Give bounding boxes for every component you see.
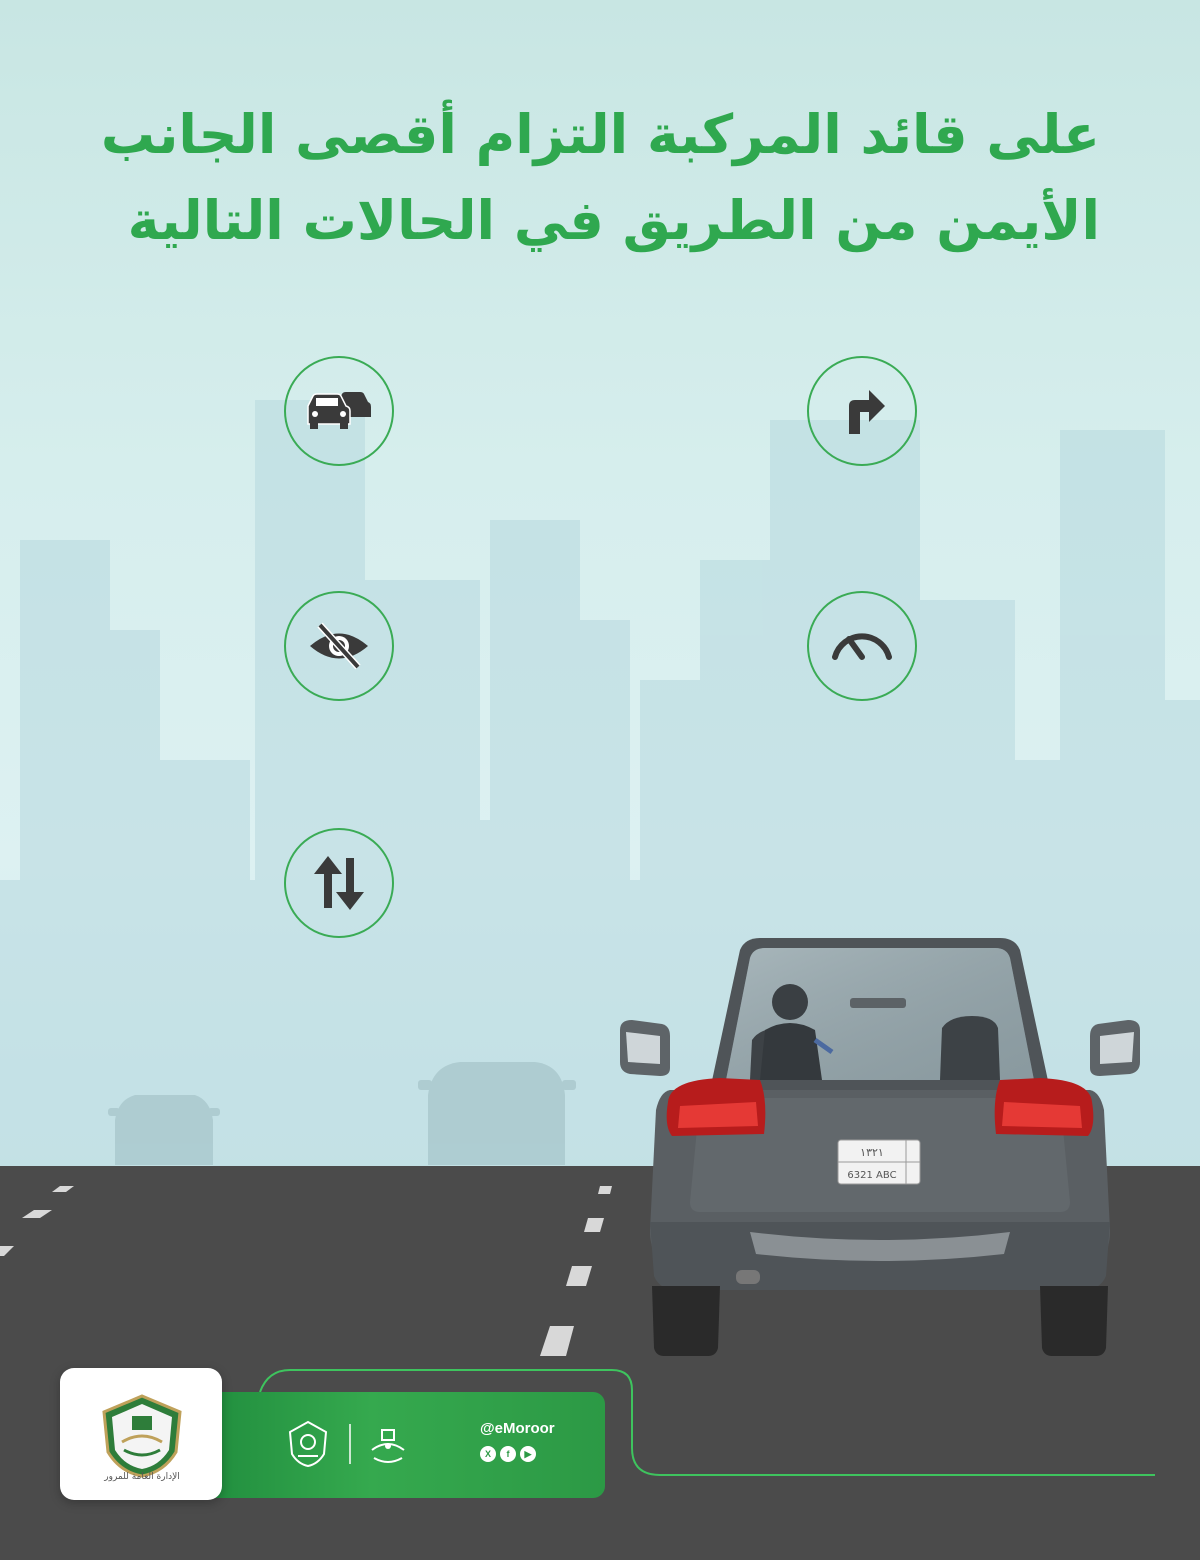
speedometer-icon [807, 591, 917, 701]
facebook-icon[interactable]: f [500, 1446, 516, 1462]
social-icons [480, 1446, 536, 1462]
ministry-emblem-icon [372, 1430, 404, 1462]
footer-emblems [180, 1392, 605, 1498]
logo-card [60, 1368, 222, 1500]
plate-bottom-text: 6321 ABC [847, 1170, 897, 1181]
plate-top-text: ١٣٢١ [860, 1146, 884, 1159]
traffic-department-logo [92, 1390, 192, 1480]
title-line-2: الأيمن من الطريق في الحالات التالية [127, 189, 1100, 252]
social-handle[interactable]: @eMoroor [480, 1420, 555, 1437]
up-down-arrows-icon [284, 828, 394, 938]
eye-slash-icon [284, 591, 394, 701]
turn-right-arrow-icon [807, 356, 917, 466]
police-emblem-icon [290, 1422, 326, 1466]
title-line-1: على قائد المركبة التزام أقصى الجانب [100, 103, 1100, 166]
logo-caption: الإدارة العامة للمرور [104, 1472, 180, 1482]
x-icon[interactable]: X [480, 1446, 496, 1462]
page-title [60, 92, 1100, 264]
youtube-icon[interactable]: ▶ [520, 1446, 536, 1462]
footer-banner [180, 1392, 605, 1498]
car-rear-illustration [600, 930, 1160, 1360]
two-cars-icon [284, 356, 394, 466]
